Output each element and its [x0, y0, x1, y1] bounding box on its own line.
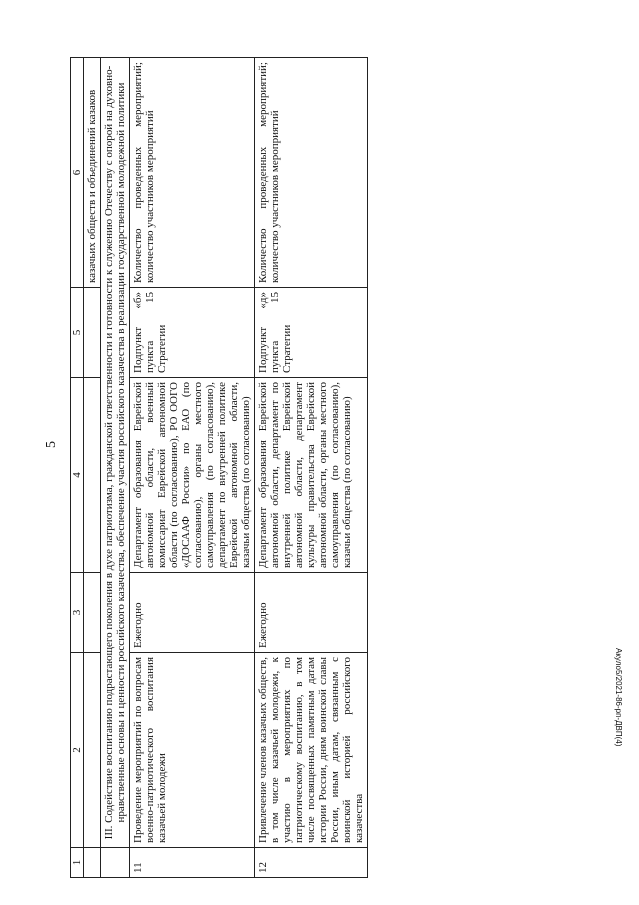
column-number: 4: [71, 378, 84, 573]
column-number: 5: [71, 288, 84, 378]
empty-cell: [84, 573, 101, 653]
row-number: 12: [255, 848, 368, 878]
indicator-continuation: казачьих обществ и объединений казаков: [84, 58, 101, 288]
page-number: 5: [44, 441, 59, 448]
empty-cell: [84, 653, 101, 848]
empty-cell: [84, 288, 101, 378]
column-number: 1: [71, 848, 84, 878]
event-indicator: Количество проведенных мероприятий; количество участников мероприятий: [255, 58, 368, 288]
column-number: 6: [71, 58, 84, 288]
continuation-row: [84, 58, 101, 878]
row-number: 11: [130, 848, 255, 878]
strategy-reference: Подпункт «б» пункта 15 Стратегии: [130, 288, 255, 378]
event-period: Ежегодно: [130, 573, 255, 653]
section-row: [101, 58, 130, 878]
section-title: III. Содействие воспитанию подрастающего поколения в духе патриотизма, гражданской ответственности и готовности к служению Отечеству с опорой на духовно-нравственные основы и ценности российского казачества, обеспечение участия российского казачества в реализации государственной молодежной политики: [101, 58, 130, 848]
table-row: [130, 58, 255, 878]
strategy-reference: Подпункт «д» пункта 15 Стратегии: [255, 288, 368, 378]
event-executors: Департамент образования Еврейской автономной области, военный комиссариат Еврейской автономной области (по согласованию), РО ООГО «ДОСААФ России» по ЕАО (по согласованию), органы местного самоуправления (по согласованию), департамент по внутренней политике Еврейской автономной области, казачьи общества (по согласованию): [130, 378, 255, 573]
column-number-row: [71, 58, 84, 878]
empty-cell: [84, 378, 101, 573]
event-name: Проведение мероприятий по вопросам военно-патриотического воспитания казачьей молодежи: [130, 653, 255, 848]
empty-cell: [84, 848, 101, 878]
table-row: [255, 58, 368, 878]
empty-cell: [101, 848, 130, 878]
event-indicator: Количество проведенных мероприятий; количество участников мероприятий: [130, 58, 255, 288]
event-executors: Департамент образования Еврейской автономной области, департамент по внутренней политике Еврейской автономной области, департамент культуры правительства Еврейской автономной области, органы местного самоуправления (по согласованию), казачьи общества (по согласованию): [255, 378, 368, 573]
event-period: Ежегодно: [255, 573, 368, 653]
plan-table-wrapper: [70, 58, 550, 878]
column-number: 2: [71, 653, 84, 848]
column-number: 3: [71, 573, 84, 653]
document-code: Акуло5/2021-86-рп-ДВП(4): [614, 648, 623, 747]
plan-table: [70, 57, 368, 878]
event-name: Привлечение членов казачьих обществ, в том числе казачьей молодежи, к участию в мероприятиях по патриотическому воспитанию, в том числе посвященных памятным датам истории России, дням воинской славы России, иным датам, связанным с воинской историей российского казачества: [255, 653, 368, 848]
